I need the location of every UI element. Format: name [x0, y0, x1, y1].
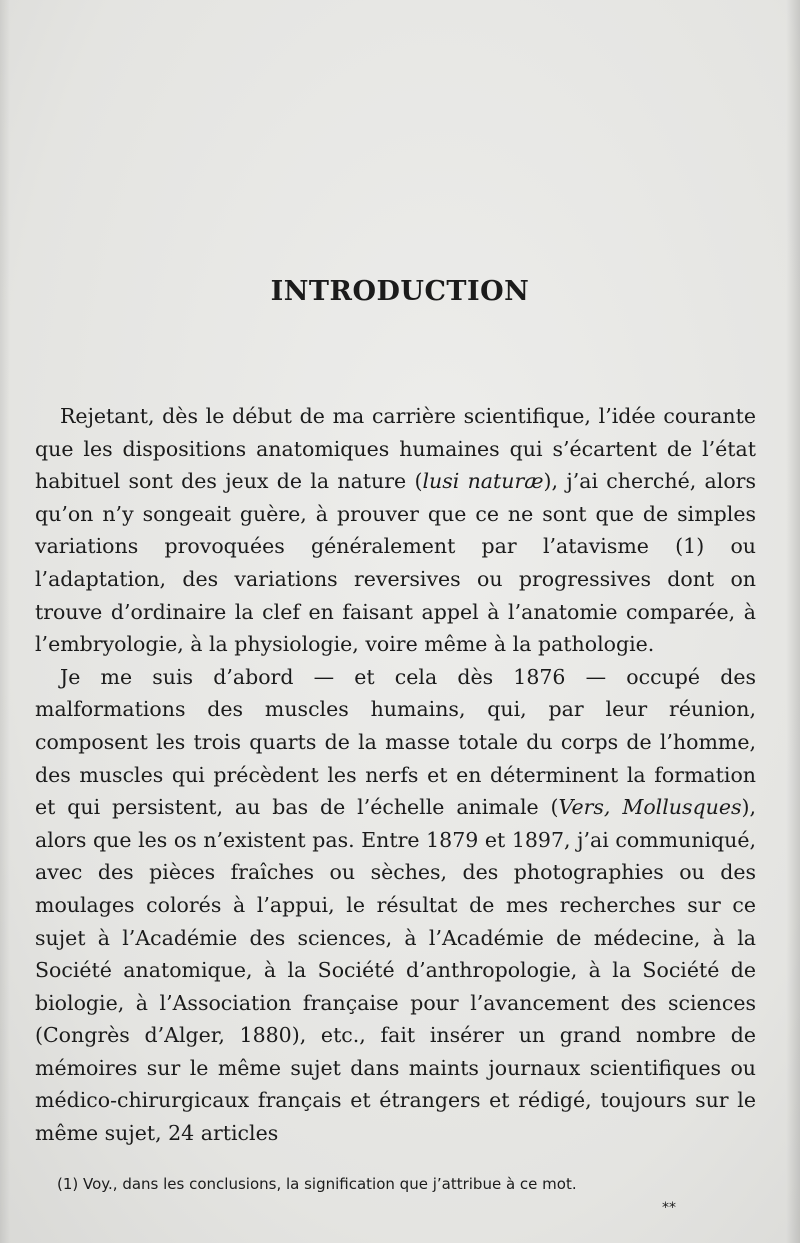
page-edge-shadow: [786, 0, 800, 1243]
page-title: INTRODUCTION: [270, 276, 530, 308]
main-text: [35, 400, 756, 1150]
signature-mark: **: [662, 1200, 676, 1216]
footnote: (1) Voy., dans les conclusions, la signification que j’attribue à ce mot.: [57, 1175, 577, 1193]
paragraph-1: Rejetant, dès le début de ma carrière scientifique, l’idée courante que les dispositions anatomiques humaines qui s’écartent de l’état habituel sont des jeux de la nature (lusi naturæ), j’ai cherché, alors qu’on n’y songeait guère, à prouver que ce ne sont que de simples variations provoquées généralement par l’atavisme (1) ou l’adaptation, des variations reversives ou progressives dont on trouve d’ordinaire la clef en faisant appel à l’anatomie comparée, à l’embryologie, à la physiologie, voire même à la pathologie.: [35, 404, 756, 657]
paragraph-2: Je me suis d’abord — et cela dès 1876 — occupé des malformations des muscles humains, qui, par leur réunion, composent les trois quarts de la masse totale du corps de l’homme, des muscles qui précèdent les nerfs et en déterminent la formation et qui persistent, au bas de l’échelle animale (Vers, Mollusques), alors que les os n’existent pas. Entre 1879 et 1897, j’ai communiqué, avec des pièces fraîches ou sèches, des photographies ou des moulages colorés à l’appui, le résultat de mes recherches sur ce sujet à l’Académie des sciences, à l’Académie de médecine, à la Société anatomique, à la Société d’anthropologie, à la Société de biologie, à l’Association française pour l’avancement des sciences (Congrès d’Alger, 1880), etc., fait insérer un grand nombre de mémoires sur le même sujet dans maints journaux scientifiques ou médico-chirurgicaux français et étrangers et rédigé, toujours sur le même sujet, 24 articles: [35, 664, 756, 1146]
page-left-shadow: [0, 0, 10, 1243]
latin-term: lusi naturæ: [422, 469, 544, 494]
taxon-terms: Vers, Mollusques: [558, 795, 742, 820]
